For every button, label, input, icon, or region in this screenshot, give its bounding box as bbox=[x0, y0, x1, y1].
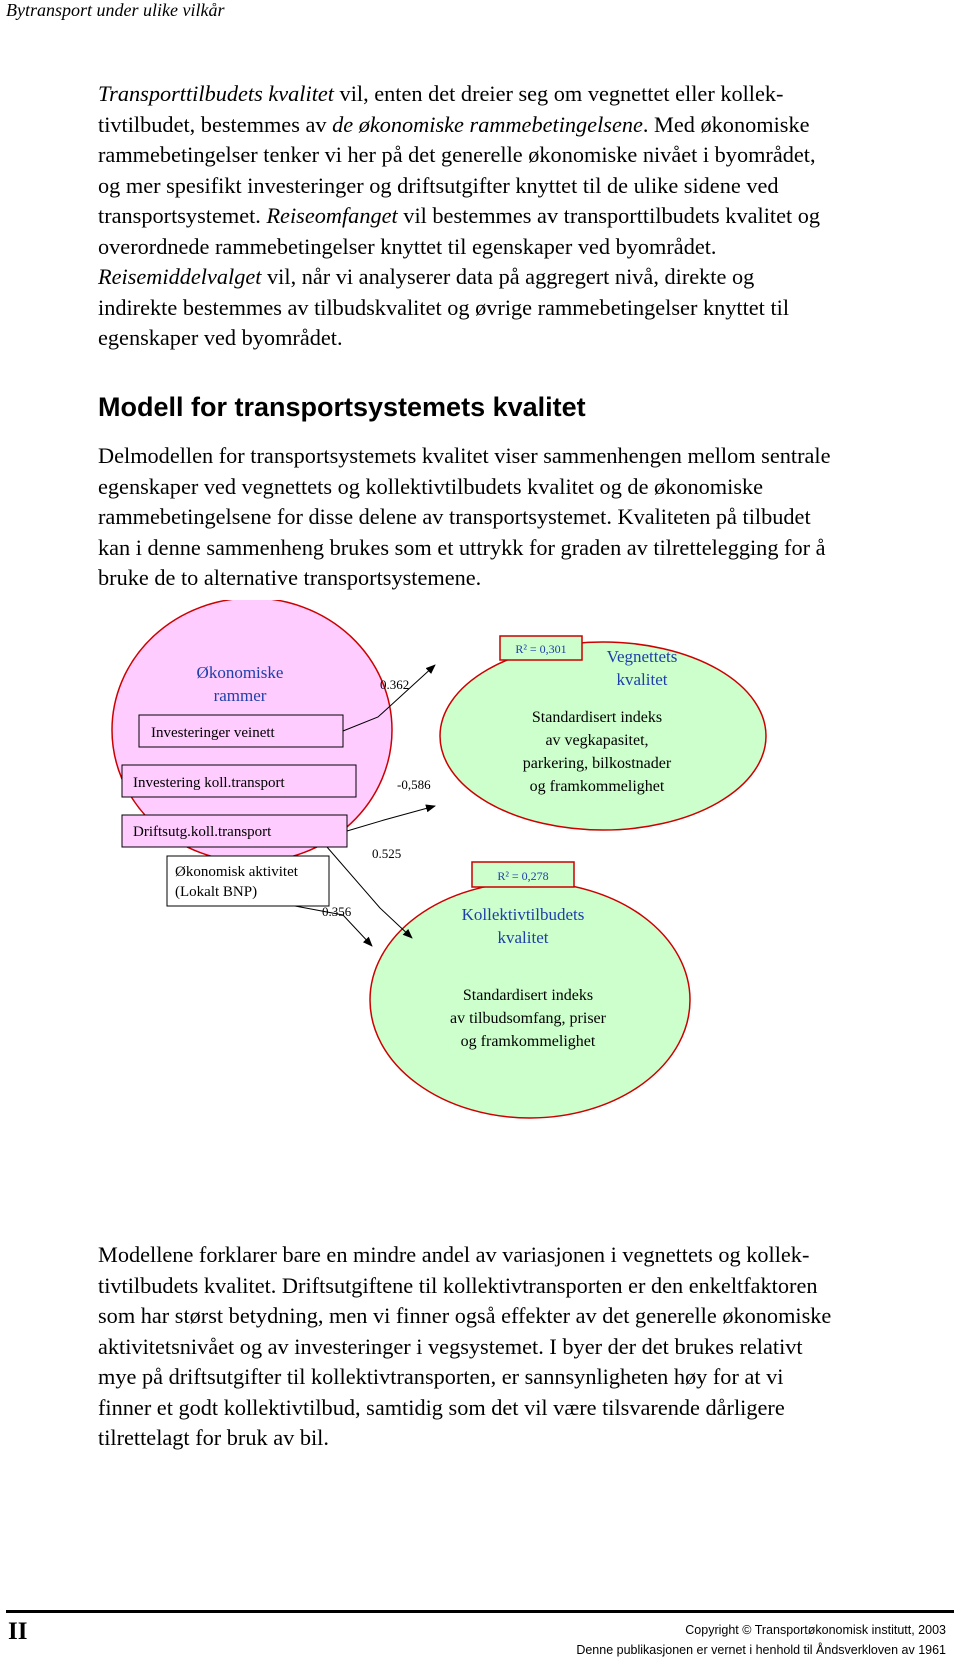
text-line: Modellene forklarer bare en mindre andel av variasjonen i vegnettets og kollek- bbox=[98, 1242, 810, 1267]
road-quality-desc: parkering, bilkostnader bbox=[522, 755, 672, 772]
text-span: vil bestemmes av transporttilbudets kvalitet og bbox=[397, 203, 821, 228]
economic-frame-title: Økonomiske bbox=[196, 663, 284, 682]
conclusion-paragraph bbox=[98, 1240, 958, 1454]
text-line bbox=[98, 262, 958, 293]
text-span: tivtilbudet, bestemmes av bbox=[98, 111, 333, 137]
text-line: tivtilbudets kvalitet. Driftsutgiftene til kollektivtransporten er den enkeltfaktoren bbox=[98, 1272, 818, 1298]
text-line: tilrettelagt for bruk av bil. bbox=[98, 1425, 329, 1450]
road-quality-desc: Standardisert indeks bbox=[531, 709, 663, 726]
transit-quality-title: Kollektivtilbudets bbox=[461, 905, 585, 924]
box-label: Investering koll.transport bbox=[133, 775, 285, 791]
model-paragraph bbox=[98, 441, 958, 594]
road-r2: R² = 0,301 bbox=[515, 642, 567, 656]
box-label: (Lokalt BNP) bbox=[175, 884, 258, 900]
text-line: overordnede rammebetingelser knyttet til egenskaper ved byområdet. bbox=[98, 233, 717, 259]
box-investments-transit bbox=[122, 765, 356, 797]
coef-road-invest: 0.362 bbox=[380, 677, 410, 692]
term-italic: Reiseomfanget bbox=[266, 203, 398, 228]
footer-divider bbox=[6, 1610, 954, 1613]
box-label: Driftsutg.koll.transport bbox=[133, 824, 272, 840]
text-line: som har størst betydning, men vi finner også effekter av det generelle økonomiske bbox=[98, 1303, 832, 1328]
running-head: Bytransport under ulike vilkår bbox=[6, 0, 225, 20]
page-number: II bbox=[8, 1618, 28, 1645]
text-line: indirekte bestemmes av tilbudskvalitet og øvrige rammebetingelser knyttet til bbox=[98, 294, 790, 320]
transit-quality-title: kvalitet bbox=[497, 928, 549, 947]
text-line: Delmodellen for transportsystemets kvalitet viser sammenhengen mellom sentrale bbox=[98, 443, 831, 468]
text-span: transportsystemet. bbox=[98, 203, 267, 228]
text-line: egenskaper ved byområdet. bbox=[98, 325, 343, 350]
transit-quality-desc: og framkommelighet bbox=[460, 1033, 596, 1050]
road-quality-desc: og framkommelighet bbox=[529, 778, 665, 795]
text-line: mye på driftsutgifter til kollektivtransporten, er sannsynligheten høy for at vi bbox=[98, 1364, 784, 1389]
intro-paragraph bbox=[98, 79, 958, 354]
text-line bbox=[98, 201, 958, 232]
text-span: . Med økonomiske bbox=[642, 111, 810, 137]
text-line: rammebetingelsene for disse delene av transportsystemet. Kvaliteten på tilbudet bbox=[98, 504, 811, 529]
term-italic: de økonomiske rammebetingelsene bbox=[332, 111, 643, 137]
copyright-notice: Copyright © Transportøkonomisk institutt, 2003 bbox=[685, 1623, 946, 1637]
road-quality-title: Vegnettets bbox=[606, 647, 678, 666]
text-line: finner et godt kollektivtilbud, samtidig som det vil være tilsvarende dårligere bbox=[98, 1394, 785, 1420]
text-line: egenskaper ved vegnettets og kollektivtilbudets kvalitet og de økonomiske bbox=[98, 473, 764, 499]
box-label: Økonomisk aktivitet bbox=[175, 864, 298, 880]
transit-quality-desc: av tilbudsomfang, priser bbox=[450, 1010, 606, 1027]
text-span: vil, enten det dreier seg om vegnettet eller kollek- bbox=[333, 81, 784, 106]
term-italic: Reisemiddelvalget bbox=[98, 264, 262, 289]
term-italic: Transporttilbudets kvalitet bbox=[98, 81, 334, 106]
coef-road-operating: -0,586 bbox=[397, 777, 431, 792]
model-diagram bbox=[0, 600, 960, 1160]
coef-transit-activity: 0.356 bbox=[322, 904, 352, 919]
text-span: vil, når vi analyserer data på aggregert nivå, direkte og bbox=[261, 264, 755, 289]
text-line: bruke de to alternative transportsystemene. bbox=[98, 565, 482, 590]
section-heading: Modell for transportsystemets kvalitet bbox=[98, 392, 586, 422]
text-line bbox=[98, 110, 958, 141]
box-operating-costs bbox=[122, 815, 347, 847]
transit-r2: R² = 0,278 bbox=[497, 869, 549, 883]
text-line bbox=[98, 79, 958, 110]
box-investments-road bbox=[139, 715, 343, 747]
text-line: og mer spesifikt investeringer og driftsutgifter knyttet til de ulike sidene ved bbox=[98, 172, 779, 198]
road-quality-title: kvalitet bbox=[616, 670, 668, 689]
economic-frame-title: rammer bbox=[213, 686, 267, 705]
road-quality-desc: av vegkapasitet, bbox=[545, 732, 649, 749]
copyright-law-notice: Denne publikasjonen er vernet i henhold til Åndsverkloven av 1961 bbox=[576, 1643, 946, 1657]
text-line: kan i denne sammenheng brukes som et uttrykk for graden av tilrettelegging for å bbox=[98, 534, 826, 560]
transit-quality-desc: Standardisert indeks bbox=[462, 987, 594, 1004]
box-economic-activity bbox=[167, 856, 329, 906]
box-label: Investeringer veinett bbox=[151, 725, 275, 741]
text-line: aktivitetsnivået og av investeringer i vegsystemet. I byer der det brukes relativt bbox=[98, 1333, 803, 1359]
coef-transit-operating: 0.525 bbox=[372, 846, 402, 861]
text-line: rammebetingelser tenker vi her på det generelle økonomiske nivået i byområdet, bbox=[98, 142, 816, 167]
